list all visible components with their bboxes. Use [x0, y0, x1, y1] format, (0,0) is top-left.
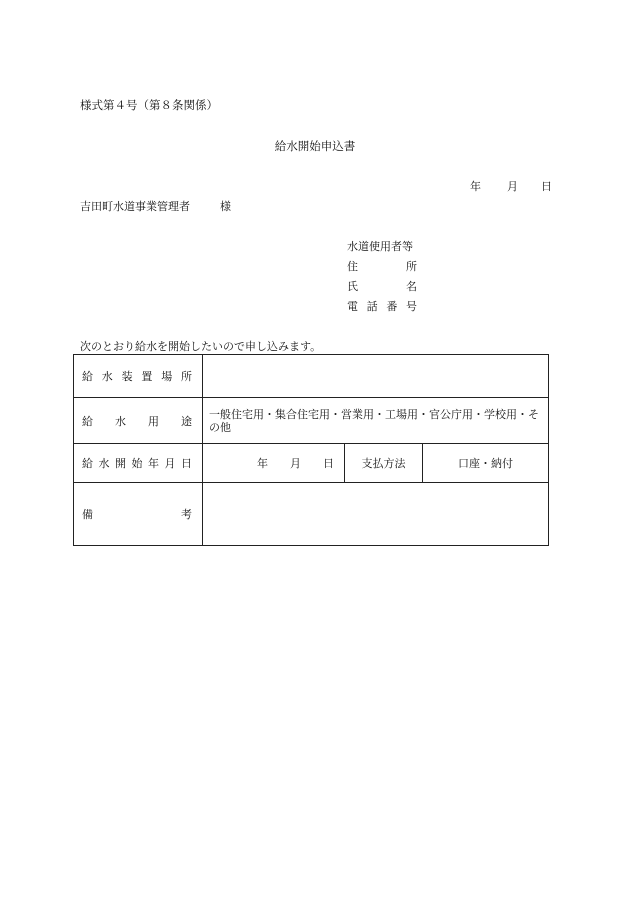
intro-text: 次のとおり給水を開始したいので申し込みます。 — [80, 340, 322, 353]
applicant-heading: 水道使用者等 — [347, 240, 413, 253]
applicant-address-label: 住 所 — [347, 260, 417, 273]
applicant-phone-label: 電 話 番 号 — [347, 300, 417, 313]
table-row — [74, 355, 549, 398]
table-row — [74, 398, 549, 444]
start-date-label: 給 水 開 始 年 月 日 — [74, 444, 203, 483]
application-table — [73, 354, 549, 546]
form-number: 様式第４号（第８条関係） — [80, 98, 218, 112]
applicant-name-label: 氏 名 — [347, 280, 417, 293]
start-date-field[interactable]: 年 月 日 — [203, 444, 345, 483]
water-purpose-options[interactable]: 一般住宅用・集合住宅用・営業用・工場用・官公庁用・学校用・その他 — [203, 398, 549, 444]
date-month-label: 月 — [507, 180, 518, 193]
date-day-label: 日 — [541, 180, 552, 193]
remarks-field[interactable] — [203, 483, 549, 546]
installation-location-field[interactable] — [203, 355, 549, 398]
date-year-label: 年 — [470, 180, 481, 193]
payment-method-options[interactable]: 口座・納付 — [423, 444, 549, 483]
table-row — [74, 444, 549, 483]
water-purpose-label: 給 水 用 途 — [74, 398, 203, 444]
remarks-label: 備 考 — [74, 483, 203, 546]
addressee-honorific: 様 — [220, 200, 231, 213]
installation-location-label: 給 水 装 置 場 所 — [74, 355, 203, 398]
document-title: 給水開始申込書 — [274, 139, 356, 153]
payment-method-label: 支払方法 — [345, 444, 423, 483]
table-row — [74, 483, 549, 546]
addressee: 吉田町水道事業管理者 — [80, 200, 190, 213]
